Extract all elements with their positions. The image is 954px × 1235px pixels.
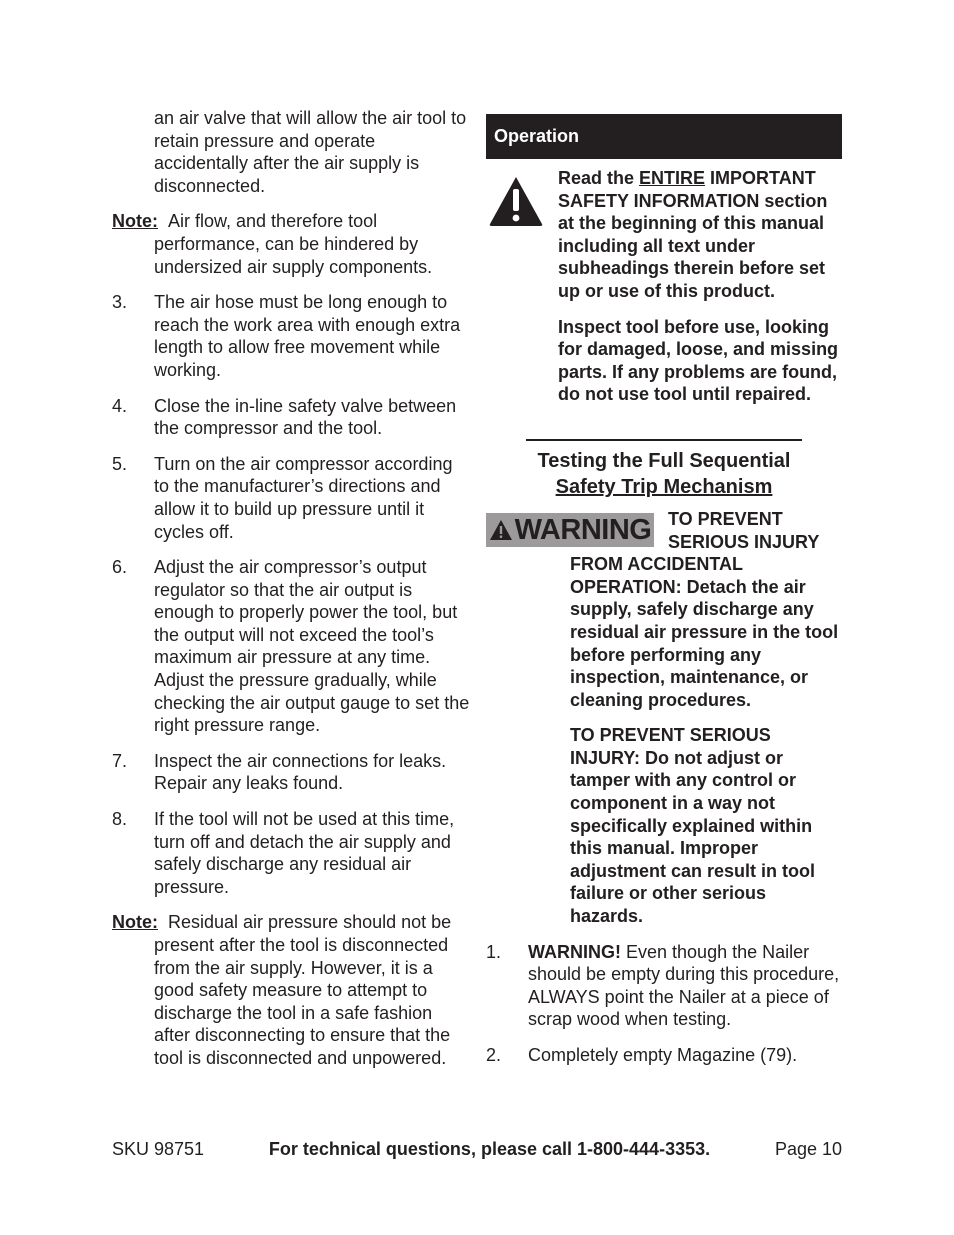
step-text: Close the in-line safety valve between the compressor and the tool.: [154, 395, 457, 439]
alert-text-part: Read the: [558, 168, 640, 188]
warning-paragraph-2: TO PREVENT SERIOUS INJURY: Do not adjust or tamper with any control or component in a way not specifically explained within this manual. Improper adjustment can result in tool failure or other serious hazards.: [570, 725, 816, 927]
left-column: [112, 107, 472, 1083]
step-text: Turn on the air compressor according to the manufacturer’s directions and allow it to build up pressure until it cycles off.: [154, 453, 453, 542]
warning-triangle-icon: [488, 173, 544, 229]
step-number: 1.: [486, 941, 502, 962]
step-5: [112, 453, 472, 543]
step-number: 5.: [112, 453, 128, 474]
step-1: [486, 941, 842, 1031]
alert-text: [558, 167, 842, 419]
step-text: [528, 941, 842, 1031]
subsection-title-line-1: Testing the Full Sequential: [537, 449, 791, 472]
step-number: 2.: [486, 1045, 502, 1065]
note-residual-pressure: [112, 911, 472, 1069]
step-body: Even though the Nailer should be empty during this procedure, ALWAYS point the Nailer at a piece of scrap wood when testing.: [528, 941, 840, 1030]
alert-text-part: IMPORTANT SAFETY INFORMATION section at the beginning of this manual including all text under subheadings therein before set up or use of this product.: [558, 168, 828, 301]
step-text: Adjust the air compressor’s output regulator so that the air output is enough to properly power the tool, but the output will not exceed the tool’s maximum air pressure at any time. Adjust the pressure gradually, while checking the air output gauge to set the right pressure range.: [154, 557, 470, 736]
step-number: 3.: [112, 292, 128, 313]
warning-badge: [486, 513, 654, 547]
safety-alert: [486, 167, 842, 419]
step-4: [112, 395, 472, 440]
warning-triangle-icon: [489, 519, 513, 541]
step-7: [112, 750, 472, 795]
step-text: Completely empty Magazine (79).: [528, 1045, 798, 1065]
right-column: [486, 114, 842, 1080]
support-phone: For technical questions, please call 1-800-444-3353.: [268, 1139, 711, 1159]
step-number: 8.: [112, 809, 128, 830]
note-label: Note:: [112, 211, 158, 232]
step-2: [486, 1044, 842, 1067]
step-number: 6.: [112, 557, 128, 578]
step-text: The air hose must be long enough to reach the work area with enough extra length to allow free movement while working.: [154, 292, 461, 380]
alert-paragraph-1: [558, 167, 842, 303]
subsection-title: [526, 439, 802, 500]
note-text: Residual air pressure should not be present after the tool is disconnected from the air supply. However, it is a good safety measure to attempt to discharge the tool in a safe fashion after disconnecting to ensure that the tool is disconnected and unpowered.: [154, 912, 452, 1068]
step-8: [112, 808, 472, 898]
step-text: Inspect the air connections for leaks. Repair any leaks found.: [154, 750, 447, 794]
page-number: Page 10: [774, 1139, 842, 1159]
step-lead: WARNING!: [528, 941, 621, 962]
note-airflow: [112, 210, 472, 278]
continued-paragraph: an air valve that will allow the air tool to retain pressure and operate accidentally after the air supply is disconnected.: [154, 108, 467, 196]
step-text: If the tool will not be used at this time, turn off and detach the air supply and safely discharge any residual air pressure.: [154, 809, 455, 897]
warning-badge-label: WARNING: [514, 513, 652, 546]
warning-paragraph-1-continued: FROM ACCIDENTAL OPERATION: Detach the air supply, safely discharge any residual air pressure in the tool before performing any inspection, maintenance, or cleaning procedures.: [570, 554, 839, 710]
step-6: [112, 556, 472, 737]
step-number: 4.: [112, 395, 128, 416]
note-label: Note:: [112, 912, 158, 933]
warning-block: [486, 508, 842, 928]
subsection-title-line-2: Safety Trip Mechanism: [555, 475, 773, 498]
step-3: [112, 291, 472, 381]
section-header: Operation: [486, 114, 842, 159]
page-footer: [112, 1138, 842, 1161]
alert-emphasis: ENTIRE: [639, 168, 706, 188]
warning-head: TO PREVENT SERIOUS INJURY: [668, 508, 820, 552]
alert-paragraph-2: Inspect tool before use, looking for damaged, loose, and missing parts. If any problems are found, do not use tool until repaired.: [558, 316, 839, 405]
step-number: 7.: [112, 750, 128, 771]
note-text: Air flow, and therefore tool performance, can be hindered by undersized air supply components.: [154, 211, 433, 277]
sku-label: SKU 98751: [112, 1139, 205, 1159]
